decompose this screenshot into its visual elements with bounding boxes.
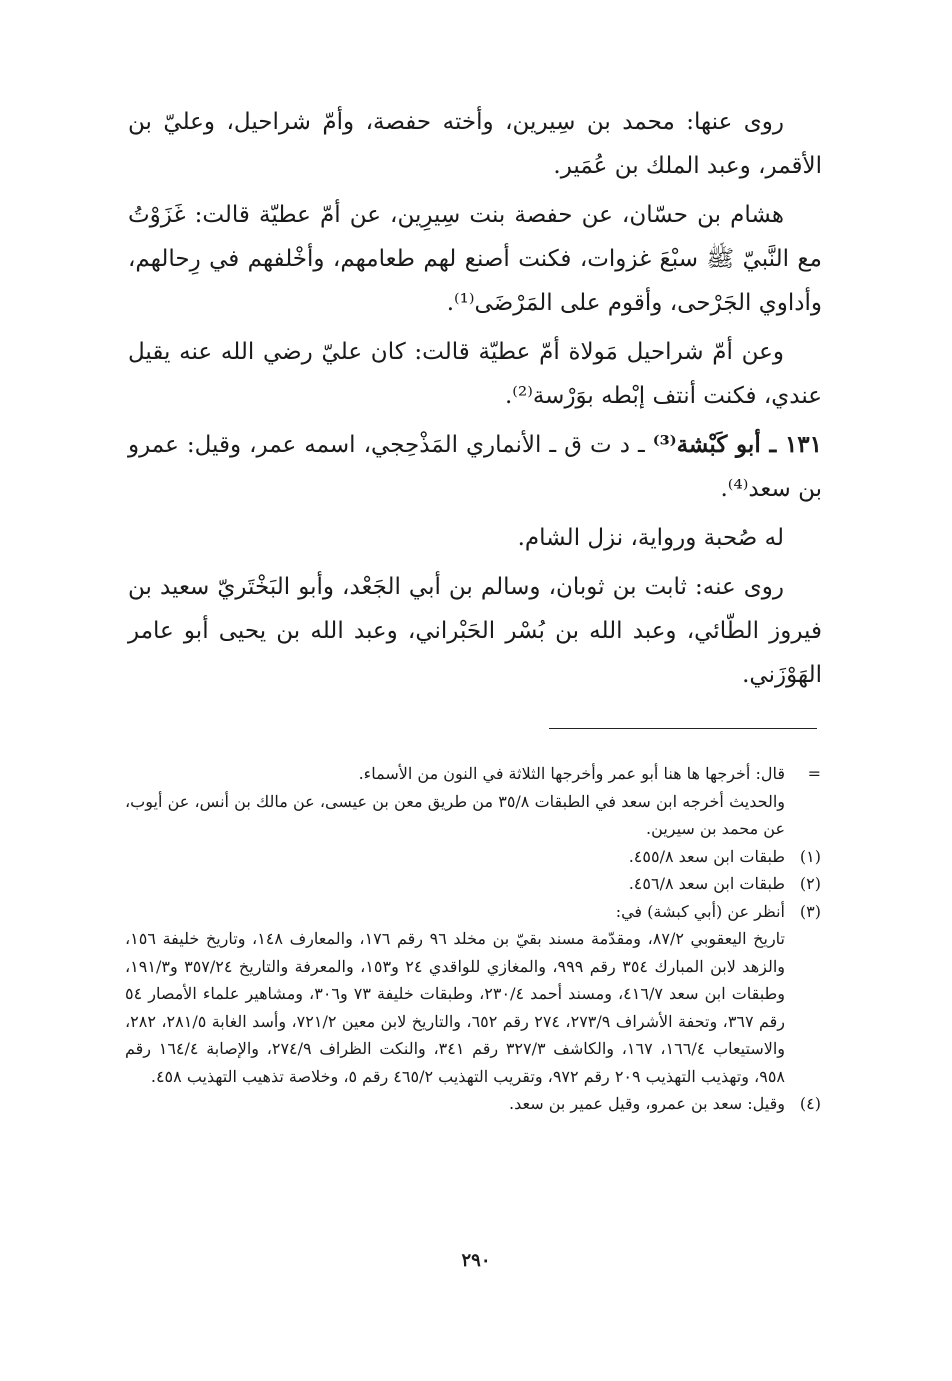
footnote-marker: (٣) [799, 901, 821, 921]
main-text [128, 100, 822, 702]
entry-heading: ١٣١ ـ أبو كَبْشة⁽³⁾ [652, 431, 822, 458]
footnote-2 [125, 870, 821, 898]
page-number: ٢٩٠ [461, 1250, 491, 1271]
biography-entry-131 [128, 423, 822, 511]
footnote-1 [125, 843, 821, 871]
footnote-sources: تاريخ اليعقوبي ٨٧/٢، ومقدّمة مسند بقيّ بن مخلد ٩٦ رقم ١٧٦، والمعارف ١٤٨، وتاريخ خليفة ١٥٦، والزهد لابن المبارك ٣٥٤ رقم ٩٩٩، والمغازي للواقدي ٢٤ و١٥٣، والمعرفة والتاريخ ٣٥٧/٢٤ و١٩١/٣، وطبقات ابن سعد ٤١٦/٧، ومسند أحمد ٢٣٠/٤، وطبقات خليفة ٧٣ و٣٠٦، ومشاهير علماء الأمصار ٥٤ رقم ٣٦٧، وتحفة الأشراف ٢٧٣/٩، ٢٧٤ رقم ٦٥٢، والتاريخ لابن معين ٧٢١/٢، وأسد الغابة ٢٨١/٥، ٢٨٢، والاستيعاب ١٦٦/٤، ١٦٧، والكاشف ٣٢٧/٣ رقم ٣٤١، والنكت الظراف ٢٧٤/٩، والإصابة ١٦٤/٤ رقم ٩٥٨، وتهذيب التهذيب ٢٠٩ رقم ٩٧٢، وتقريب التهذيب ٤٦٥/٢ رقم ٥، وخلاصة تذهيب التهذيب ٤٥٨. [125, 929, 786, 1086]
footnote-marker: (٢) [799, 874, 821, 893]
footnotes [125, 760, 821, 1118]
footnote-line: قال: أخرجها ها هنا أبو عمر وأخرجها الثلاثة في النون من الأسماء. [358, 764, 785, 783]
footnote-text: طبقات ابن سعد ٤٥٥/٨. [628, 846, 785, 866]
paragraph-umm-shurahil: وعن أمّ شراحيل مَولاة أمّ عطيّة قالت: كان عليّ رضي الله عنه يقيل عندي، فكنت أنتف إبْطه بوَرْسة⁽²⁾. [128, 339, 822, 409]
entry-description: ـ د ت ق ـ الأنماري المَذْحِجي، اسمه عمر، وقيل: عمرو بن سعد⁽⁴⁾. [128, 432, 822, 502]
footnote-text: طبقات ابن سعد ٤٥٦/٨. [628, 874, 785, 893]
footnote-marker: = [807, 764, 821, 783]
paragraph-companionship: له صُحبة ورواية، نزل الشام. [517, 525, 784, 551]
footnote-4 [125, 1090, 821, 1118]
footnote-text: وقيل: سعد بن عمرو، وقيل عمير بن سعد. [509, 1094, 785, 1113]
footnote-marker: (٤) [799, 1094, 821, 1113]
paragraph-hadith-hafsa: هشام بن حسّان، عن حفصة بنت سِيرِين، عن أمّ عطيّة قالت: غَزَوْتُ مع النَّبيّ ﷺ سبْعَ غزوات، فكنت أصنع لهم طعامهم، وأخْلفهم في رِحالهم، وأداوي الجَرْحى، وأقوم على المَرْضَى⁽¹⁾. [128, 202, 822, 316]
footnote-divider [549, 728, 817, 729]
footnote-marker: (١) [799, 846, 821, 866]
paragraph-narrators-of-umm-atiyya: روى عنها: محمد بن سِيرين، وأخته حفصة، وأمّ شراحيل، وعليّ بن الأقمر، وعبد الملك بن عُمَير. [128, 109, 822, 179]
footnote-3 [125, 898, 821, 1091]
footnote-line: والحديث أخرجه ابن سعد في الطبقات ٣٥/٨ من طريق معن بن عيسى، عن مالك بن أنس، عن أيوب، عن محمد بن سيرين. [125, 791, 786, 838]
paragraph-narrators-of-abu-kabsha: روى عنه: ثابت بن ثوبان، وسالم بن أبي الجَعْد، وأبو البَخْتَريّ سعيد بن فيروز الطّائي، وعبد الله بن بُسْر الحَبْراني، وعبد الله بن يحيى أبو عامر الهَوْزَني. [128, 574, 822, 688]
footnote-continuation [125, 760, 821, 843]
footnote-intro: أنظر عن (أبي كبشة) في: [615, 901, 785, 921]
